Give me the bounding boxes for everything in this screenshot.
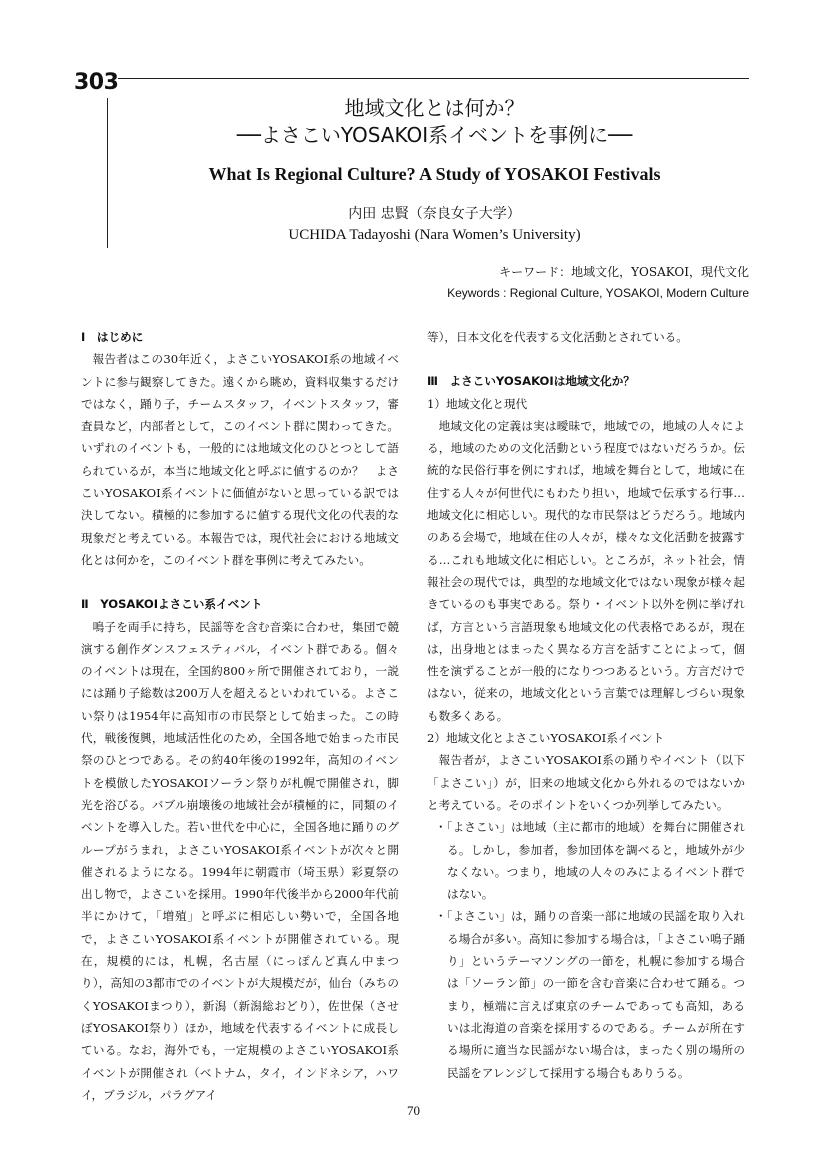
section-heading: Ⅱ YOSAKOIよさこい系イベント xyxy=(81,597,263,612)
paragraph: 報告者はこの30年近く，よさこいYOSAKOI系の地域イベントに参与観察してきた。遠くから眺め，資料収集するだけではなく，踊り子，チームスタッフ，イベントスタッフ，審査員など，内部者として，このイベント群に関わってきた。いずれのイベントも，一般的には地域文化のひとつとして語られているが，本当に地域文化と呼ぶに値するのか？ よさこいYOSAKOI系イベントに価値がないと思っている訳では決してない。積極的に参加するに値する現代文化の代表的な現象だと考えている。本報告では，現代社会における地域文化とは何かを，このイベント群を事例に考えてみたい。 xyxy=(81,352,399,567)
section-heading: Ⅲ よさこいYOSAKOIは地域文化か？ xyxy=(427,374,635,389)
section-heading: Ⅰ はじめに xyxy=(81,330,144,344)
subsection-heading: 1）地域文化と現代 xyxy=(427,396,528,411)
bullet-item: ・「よさこい」は，踊りの音楽一部に地域の民謡を取り入れる場合が多い。高知に参加する場合は，「よさこい鳴子踊り」というテーマソングの一節を，札幌に参加する場合は「ソーラン節」の一節を含む音楽に合わせて踊る。つまり，極端に言えば東京のチームであっても高知，あるいは北海道の音楽を採用するのである。チームが所在する場所に適当な民謡がない場合は，まったく別の場所の民謡をアレンジして採用する場合もありうる。 xyxy=(435,909,745,1080)
left-column xyxy=(81,326,399,1106)
keywords-english: Keywords : Regional Culture, YOSAKOI, Modern Culture xyxy=(447,286,749,300)
author-english: UCHIDA Tadayoshi (Nara Women’s University) xyxy=(288,227,581,243)
author-japanese: 内田 忠賢（奈良女子大学） xyxy=(348,206,521,222)
paragraph: 報告者が，よさこいYOSAKOI系の踊りやイベント（以下「よさこい」）が，旧来の地域文化から外れるのではないかと考えている。そのポイントをいくつか列挙してみたい。 xyxy=(427,753,745,812)
keywords-japanese: キーワード：地域文化，YOSAKOI，現代文化 xyxy=(499,265,749,279)
paragraph: 鳴子を両手に持ち，民謡等を含む音楽に合わせ，集団で競演する創作ダンスフェスティバル，イベント群である。個々のイベントは現在，全国約800ヶ所で開催されており，一説には踊り子総数は200万人を超えるといわれている。よさこい祭りは1954年に高知市の市民祭として始まった。この時代，戦後復興，地域活性化のため，全国各地で始まった市民祭のひとつである。その約40年後の1992年，高知のイベントを模倣したYOSAKOIソーラン祭りが札幌で開催され，脚光を浴びる。バブル崩壊後の地域社会が積極的に，同類のイベントを導入した。若い世代を中心に，全国各地に踊りのグループがうまれ，よさこいYOSAKOI系イベントが次々と開催されるようになる。1994年に朝霞市（埼玉県）彩夏祭の出し物で，よさこいを採用。1990年代後半から2000年代前半にかけて，「増殖」と呼ぶに相応しい勢いで，全国各地で，よさこいYOSAKOI系イベントが開催されている。現在，規模的には，札幌，名古屋（にっぽんど真ん中まつり），高知の3都市でのイベントが大規模だが，仙台（みちのくYOSAKOIまつり），新潟（新潟総おどり），佐世保（させぼYOSAKOI祭り）ほか，地域を代表するイベントに成長している。なお，海外でも，一定規模のよさこいYOSAKOI系イベントが開催され（ベトナム，タイ，インドネシア，ハワイ，ブラジル，パラグアイ xyxy=(81,619,399,1102)
bullet-list xyxy=(427,816,745,1084)
subsection-heading: 2）地域文化とよさこいYOSAKOI系イベント xyxy=(427,731,665,746)
title-side-rule xyxy=(107,98,108,248)
bullet-item: ・「よさこい」は地域（主に都市的地域）を舞台に開催される。しかし，参加者，参加団体を調べると，地域外が少なくない。つまり，地域の人々のみによるイベント群ではない。 xyxy=(435,820,745,902)
subtitle-japanese: ──よさこいYOSAKOI系イベントを事例に── xyxy=(236,123,633,147)
page-number: 70 xyxy=(407,1103,420,1118)
title-japanese: 地域文化とは何か？ xyxy=(344,96,525,120)
header-rule xyxy=(118,78,749,79)
paper-number: 303 xyxy=(74,70,119,95)
title-english: What Is Regional Culture? A Study of YOSAKOI Festivals xyxy=(208,164,661,184)
right-column xyxy=(427,326,745,1084)
paragraph: 等），日本文化を代表する文化活動とされている。 xyxy=(427,330,688,344)
paragraph: 地域文化の定義は実は曖昧で，地域での，地域の人々による，地域のための文化活動という程度ではないだろうか。伝統的な民俗行事を例にすれば，地域を舞台として，地域に在住する人々が何世代にもわたり担い，地域で伝承する行事…地域文化に相応しい。現代的な市民祭はどうだろう。地域内のある会場で，地域在住の人々が，様々な文化活動を披露する…これも地域文化に相応しい。ところが，ネット社会，情報社会の現代では，典型的な地域文化ではない現象が様々起きているのも事実である。祭り・イベント以外を例に挙げれば，方言という言語現象も地域文化の代表格であるが，現在は，出身地とはまったく異なる方言を話すことによって，個性を演ずることが一般的になりつつあるという。方言だけではない，従来の，地域文化という言葉では理解しづらい現象も数多くある。 xyxy=(427,418,745,723)
